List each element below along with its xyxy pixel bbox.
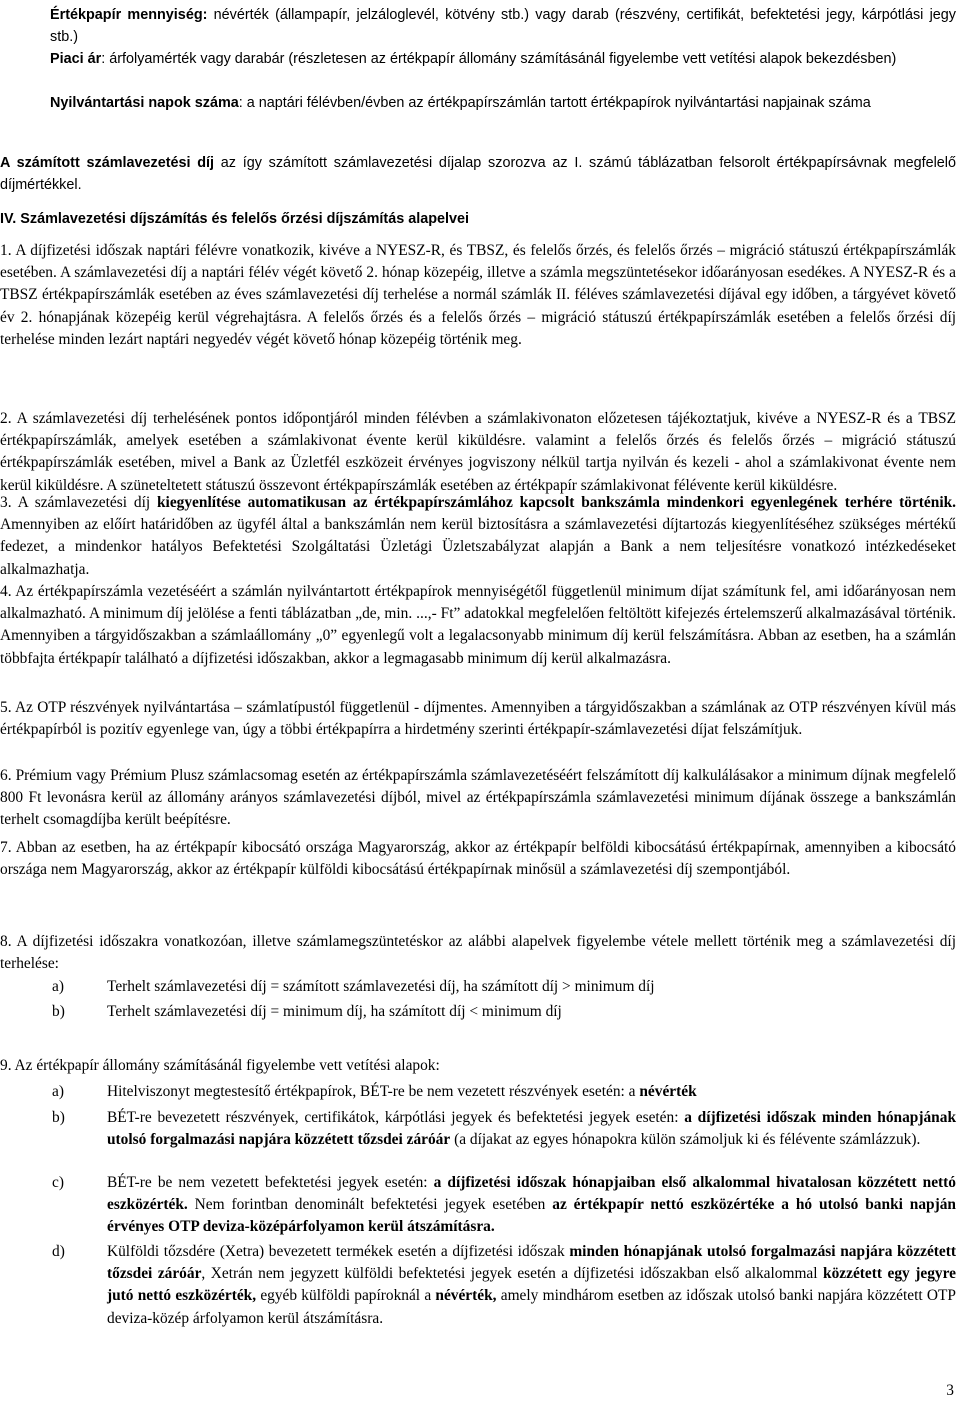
item-5: 5. Az OTP részvények nyilvántartása – számlatípustól függetlenül - díjmentes. Amennyiben a tárgyidőszakban a számlának az OTP részvényen kívül más értékpapírból is pozitív egyenlege van, úgy a többi értékpapírra a hirdetmény szerinti értékpapír-számlavezetési díjat felszámítjuk. (0, 699, 956, 739)
list-label: c) (52, 1174, 64, 1191)
list-text: Terhelt számlavezetési díj = számított számlavezetési díj, ha számított díj > minimum díj (107, 978, 655, 995)
item-2: 2. A számlavezetési díj terhelésének pontos időpontjáról minden félévben a számlakivonaton előzetesen tájékoztatjuk, kivéve a NYESZ-R és a TBSZ értékpapírszámlák, amelyek esetében a számlakivonat évente kerül kiküldésre. valamint a felelős őrzés és felelős őrzés – migráció státuszú értékpapírszámlák esetében, mivel a Bank az Üzletfél eszközeit érvényes jogviszony nélkül tartja nyilván és kezeli - ahol a számlakivonat évente nem kerül kiküldésre. A szüneteltetett státuszú összevont értékpapírszámlák esetében az értékpapír számlakivonat félévente kerül kiküldésre. (0, 410, 956, 494)
item-6: 6. Prémium vagy Prémium Plusz számlacsomag esetén az értékpapírszámla számlavezetéséért felszámított díj kalkulálásakor a minimum díjnak megfelelő 800 Ft levonásra kerül az állomány arányos számlavezetési díjból, mivel az értékpapírszámla számlavezetési minimum díjának összege a bankszámlán terhelt csomagdíjba került beépítésre. (0, 767, 956, 829)
definition-calculated-fee: A számított számlavezetési díj az így számított számlavezetési díjalap szorozva az I. számú táblázatban felsorolt értékpapírsávnak megfelelő díjmértékkel. (0, 155, 957, 194)
list-label: a) (52, 978, 64, 995)
list-text: BÉT-re be nem vezetett befektetési jegyek esetén: a díjfizetési időszak hónapjaiban első alkalommal hivatalosan közzétett nettó eszközérték. Nem forintban denominált befektetési jegyek esetében az értékpapír nettó eszközértéke a hó utolsó banki napján érvényes OTP deviza-középárfolyamon kerül átszámításra. (107, 1174, 956, 1236)
list-label: b) (52, 1109, 65, 1126)
list-label: d) (52, 1243, 65, 1260)
item-3: 3. A számlavezetési díj kiegyenlítése automatikusan az értékpapírszámlához kapcsolt bankszámla mindenkori egyenlegének terhére történik. Amennyiben az előírt határidőben az ügyfél által a bankszámlán nem kerül biztosításra a számlavezetési díjtartozás kiegyenlítéséhez szükséges mértékű fedezet, a mindenkor hatályos Befektetési Szolgáltatási Üzletági Üzletszabályzat alapján a Bank a nem teljesítésre vonatkozó intézkedéseket alkalmazhatja. (0, 494, 956, 578)
item-8: 8. A díjfizetési időszakra vonatkozóan, illetve számlamegszüntetéskor az alábbi alapelvek figyelembe vétele mellett történik meg a számlavezetési díj terhelése: (0, 933, 956, 973)
item-7: 7. Abban az esetben, ha az értékpapír kibocsátó országa Magyarország, akkor az értékpapír belföldi kibocsátású értékpapírnak, amennyiben a kibocsátó országa nem Magyarország, akkor az értékpapír külföldi kibocsátású értékpapírnak minősül a számlavezetési díj szempontjából. (0, 839, 956, 879)
definition-market-price: Piaci ár: árfolyamérték vagy darabár (részletesen az értékpapír állomány számításánál figyelembe vett vetítési alapok bekezdésben) (50, 51, 897, 67)
page-number: 3 (946, 1382, 954, 1399)
list-text: Terhelt számlavezetési díj = minimum díj, ha számított díj < minimum díj (107, 1003, 562, 1020)
list-text: Hitelviszonyt megtestesítő értékpapírok, BÉT-re be nem vezetett részvények esetén: a névérték (107, 1083, 697, 1100)
item-1: 1. A díjfizetési időszak naptári félévre vonatkozik, kivéve a NYESZ-R, és TBSZ, és felelős őrzés, és felelős őrzés – migráció státuszú értékpapírszámlák esetében. A számlavezetési díj a naptári félév végét követő 2. hónap közepéig, illetve a számla megszüntetésekor időarányosan esedékes. A NYESZ-R és a TBSZ értékpapírszámlák esetében az éves számlavezetési díj terhelése a normál számlák II. féléves számlavezetési díjával egy időben, a tárgyévet követő év 2. hónapjának közepéig kerül végrehajtásra. A felelős őrzés és a felelős őrzés – migráció státuszú értékpapírszámlák esetében a felelős őrzési díj terhelése minden lezárt naptári negyedév végét követő hónap közepéig történik meg. (0, 242, 956, 348)
definition-registration-days: Nyilvántartási napok száma: a naptári félévben/évben az értékpapírszámlán tartott értékpapírok nyilvántartási napjainak száma (50, 95, 871, 111)
definition-securities-quantity: Értékpapír mennyiség: névérték (állampapír, jelzáloglevél, kötvény stb.) vagy darab (részvény, certifikát, befektetési jegy, kárpótlási jegy stb.) (50, 7, 956, 46)
list-text: BÉT-re bevezetett részvények, certifikátok, kárpótlási jegyek és befektetési jegyek esetén: a díjfizetési időszak minden hónapjának utolsó forgalmazási napjára közzétett tőzsdei záróár (a díjakat az egyes hónapokra külön számoljuk ki és félévente számlázzuk). (107, 1109, 956, 1149)
list-text: Külföldi tőzsdére (Xetra) bevezetett termékek esetén a díjfizetési időszak minden hónapjának utolsó forgalmazási napjára közzétett tőzsdei záróár, Xetrán nem jegyzett külföldi befektetési jegyek esetén a díjfizetési időszakban első alkalommal közzétett egy jegyre jutó nettó eszközérték, egyéb külföldi papíroknál a névérték, amely mindhárom esetben az időszak utolsó banki napjára közzétett OTP deviza-közép árfolyamon kerül átszámításra. (107, 1243, 956, 1327)
item-9: 9. Az értékpapír állomány számításánál figyelembe vett vetítési alapok: (0, 1057, 440, 1074)
section-heading: IV. Számlavezetési díjszámítás és felelős őrzési díjszámítás alapelvei (0, 211, 470, 227)
list-label: a) (52, 1083, 64, 1100)
item-4: 4. Az értékpapírszámla vezetéséért a számlán nyilvántartott értékpapírok mennyiségétől függetlenül minimum díjat számítunk fel, ami időarányosan nem alkalmazható. A minimum díj jelölése a fenti táblázatban „de, min. ...,- Ft” adatokkal megfelelően feltöltött kifejezés értelemszerű alkalmazásával történik. Amennyiben a tárgyidőszakban a számlaállomány „0” egyenlegű volt a legalacsonyabb minimum díj kerül felszámításra. Abban az esetben, ha a számlán többfajta értékpapír található a díjfizetési időszakban, akkor a legmagasabb minimum díj kerül alkalmazásra. (0, 583, 956, 667)
list-label: b) (52, 1003, 65, 1020)
